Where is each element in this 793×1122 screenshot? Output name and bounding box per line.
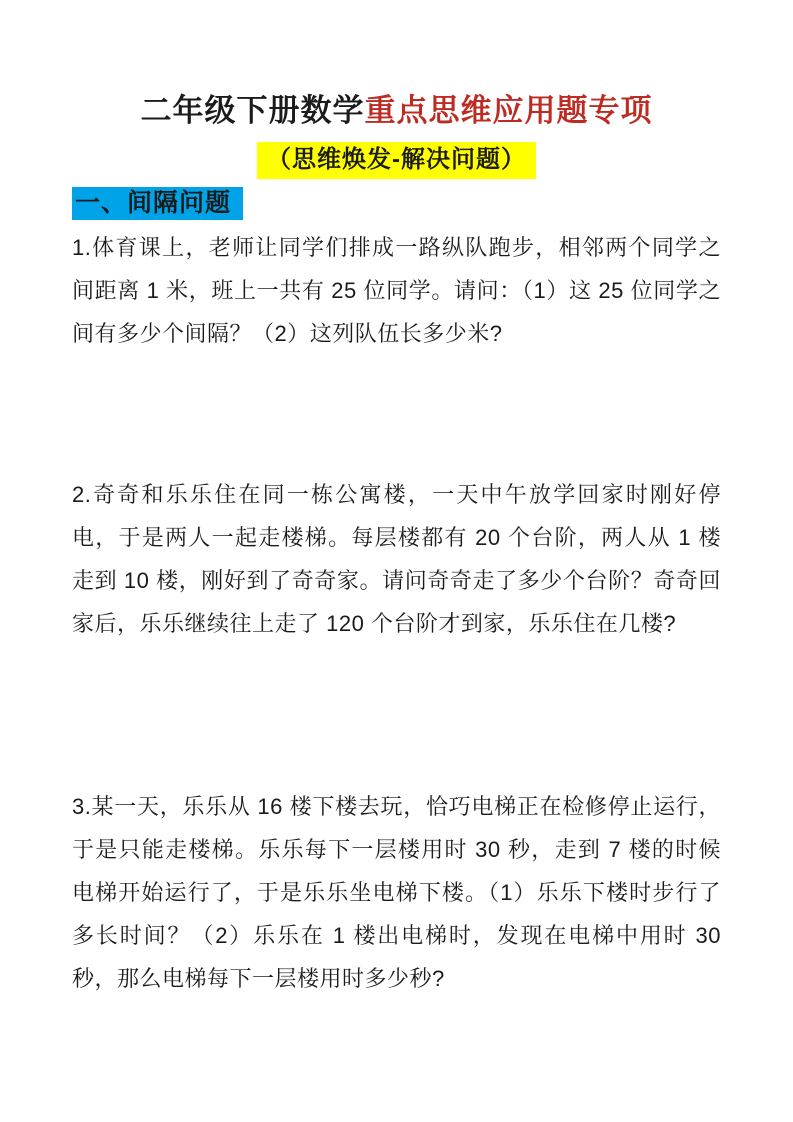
section-heading: 一、间隔问题 <box>72 187 243 220</box>
answer-space-1 <box>72 355 721 473</box>
page-title-red-part: 重点思维应用题专项 <box>364 93 653 128</box>
page-title <box>72 92 721 130</box>
subtitle-highlight: （思维焕发-解决问题） <box>257 142 536 179</box>
problem-text-2: 2.奇奇和乐乐住在同一栋公寓楼，一天中午放学回家时刚好停电，于是两人一起走楼梯。每层楼都有 20 个台阶，两人从 1 楼走到 10 楼，刚好到了奇奇家。请问奇奇走了多少个台阶？奇奇回家后，乐乐继续往上走了 120 个台阶才到家，乐乐住在几楼? <box>72 482 721 636</box>
subtitle-row <box>72 142 721 179</box>
answer-space-2 <box>72 645 721 785</box>
page-title-black-part: 二年级下册数学 <box>140 93 365 128</box>
problem-text-3: 3.某一天，乐乐从 16 楼下楼去玩，恰巧电梯正在检修停止运行，于是只能走楼梯。乐乐每下一层楼用时 30 秒，走到 7 楼的时候电梯开始运行了，于是乐乐坐电梯下楼。（1）乐乐下楼时步行了多长时间？（2）乐乐在 1 楼出电梯时，发现在电梯中用时 30 秒，那么电梯每下一层楼用时多少秒? <box>72 794 721 991</box>
section-row <box>72 187 721 220</box>
problem-text-1: 1.体育课上，老师让同学们排成一路纵队跑步，相邻两个同学之间距离 1 米，班上一共有 25 位同学。请问：（1）这 25 位同学之间有多少个间隔？（2）这列队伍长多少米? <box>72 235 721 346</box>
